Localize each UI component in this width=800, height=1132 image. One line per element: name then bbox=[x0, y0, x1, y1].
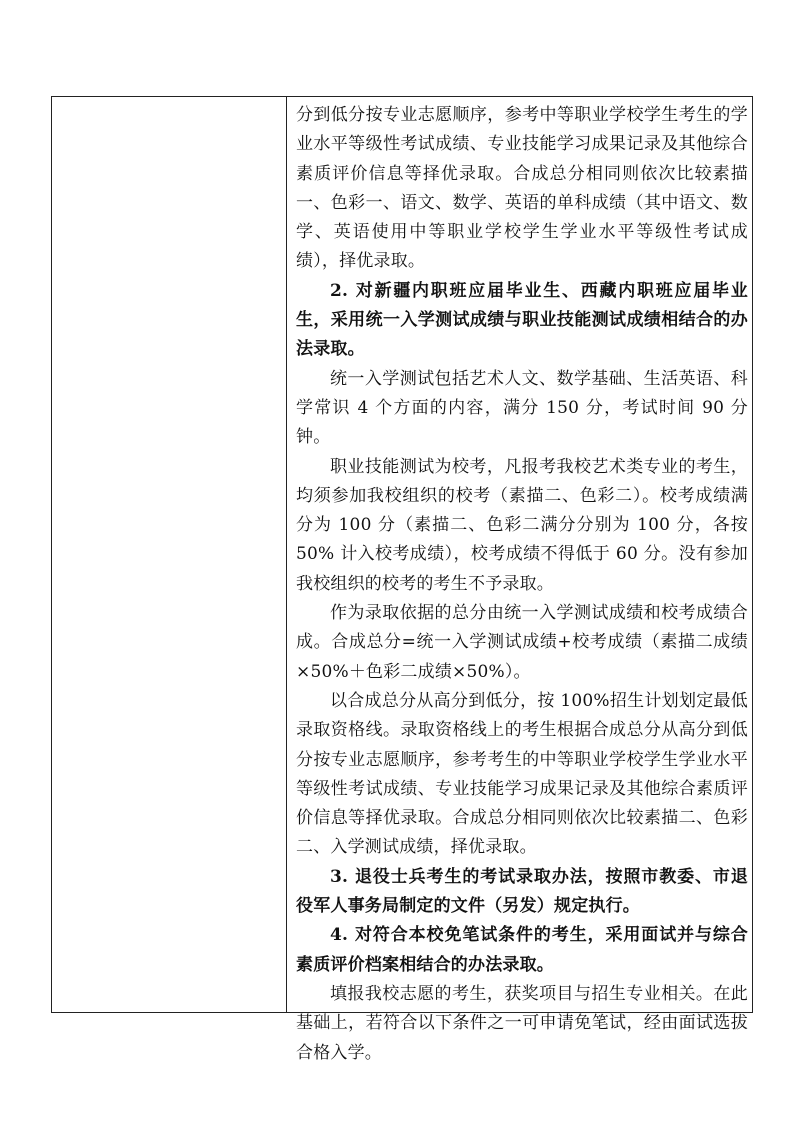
paragraph-item-3-heading: 3. 退役士兵考生的考试录取办法，按照市教委、市退役军人事务局制定的文件（另发）规定执行。 bbox=[296, 866, 748, 917]
paragraph-total-score: 作为录取依据的总分由统一入学测试成绩和校考成绩合成。合成总分=统一入学测试成绩+校考成绩（素描二成绩×50%＋色彩二成绩×50%）。 bbox=[296, 603, 748, 682]
paragraph-item-2-heading: 2. 对新疆内职班应届毕业生、西藏内职班应届毕业生，采用统一入学测试成绩与职业技能测试成绩相结合的办法录取。 bbox=[296, 280, 748, 360]
right-column-cell bbox=[287, 97, 752, 1063]
left-column-cell bbox=[52, 97, 287, 1012]
paragraph-continuation: 分到低分按专业志愿顺序，参考中等职业学校学生考生的学业水平等级性考试成绩、专业技能学习成果记录及其他综合素质评价信息等择优录取。合成总分相同则依次比较素描一、色彩一、语文、数学、英语的单科成绩（其中语文、数学、英语使用中等职业学校学生学业水平等级性考试成绩），择优录取。 bbox=[296, 105, 748, 272]
paragraph-item-4-heading: 4. 对符合本校免笔试条件的考生，采用面试并与综合素质评价档案相结合的办法录取。 bbox=[296, 925, 748, 975]
cell-content bbox=[296, 101, 748, 1068]
paragraph-exemption: 填报我校志愿的考生，获奖项目与招生专业相关。在此基础上，若符合以下条件之一可申请免笔试，经由面试选拔合格入学。 bbox=[296, 983, 748, 1063]
table-frame bbox=[51, 96, 753, 1063]
paragraph-admission-line: 以合成总分从高分到低分，按 100%招生计划划定最低录取资格线。录取资格线上的考生根据合成总分从高分到低分按专业志愿顺序，参考考生的中等职业学校学生学业水平等级性考试成绩、专业技能学习成果记录及其他综合素质评价信息等择优录取。合成总分相同则依次比较素描二、色彩二、入学测试成绩，择优录取。 bbox=[296, 690, 748, 858]
paragraph-unified-test: 统一入学测试包括艺术人文、数学基础、生活英语、科学常识 4 个方面的内容，满分 150 分，考试时间 90 分钟。 bbox=[296, 368, 748, 448]
paragraph-skill-test: 职业技能测试为校考，凡报考我校艺术类专业的考生，均须参加我校组织的校考（素描二、色彩二）。校考成绩满分为 100 分（素描二、色彩二满分分别为 100 分，各按 50% 计入校考成绩），校考成绩不得低于 60 分。没有参加我校组织的校考的考生不予录取。 bbox=[296, 456, 748, 594]
